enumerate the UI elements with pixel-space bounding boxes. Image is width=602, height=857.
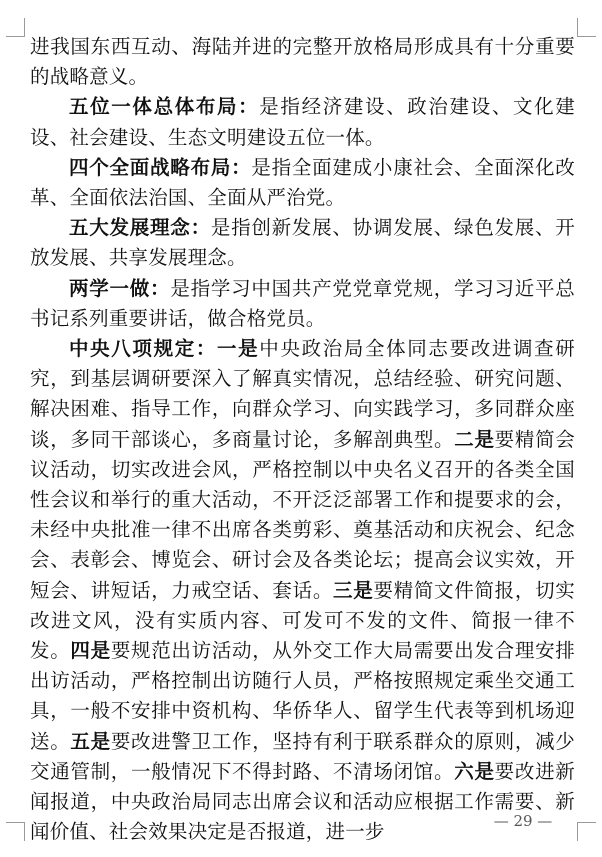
text-segment: 是指创新发展、协调发展、绿色发展、开放发展、共享发展理念。 xyxy=(30,216,575,270)
bold-term: 两学一做： xyxy=(69,276,171,300)
bold-term: 五大发展理念： xyxy=(69,216,211,240)
text-segment: 中央政治局全体同志要改进调查研究，到基层调研要深入了解真实情况，总结经验、研究问题、解决困难、指导工作，向群众学习、向实践学习，多同群众座谈，多同干部谈心，多商量讨论，多解剖典型。 xyxy=(30,337,575,451)
bold-term: 四个全面战略布局： xyxy=(69,155,252,179)
paragraph-five-in-one xyxy=(30,92,575,152)
document-body xyxy=(30,32,575,847)
text-segment: 是指学习中国共产党党章党规，学习习近平总书记系列重要讲话，做合格党员。 xyxy=(30,276,575,330)
text-segment: 进我国东西互动、海陆并进的完整开放格局形成具有十分重要的战略意义。 xyxy=(30,35,575,89)
page-number: — 29 — xyxy=(493,812,553,830)
bold-term: 四是 xyxy=(70,639,111,663)
paragraph-five-development-concepts xyxy=(30,213,575,273)
bold-term: 中央八项规定： xyxy=(69,337,217,361)
bold-term: 五位一体总体布局： xyxy=(69,95,260,119)
bold-term: 三是 xyxy=(333,578,374,602)
text-segment: 要改进警卫工作，坚持有利于联系群众的原则，减少交通管制，一般情况下不得封路、不清场闭馆。 xyxy=(30,729,575,783)
crop-mark-bottom-left xyxy=(6,822,25,841)
text-segment: 要改进新闻报道，中央政治局同志出席会议和活动应根据工作需要、新闻价值、社会效果决定是否报道，进一步 xyxy=(30,759,575,844)
crop-mark-top-left xyxy=(6,18,25,37)
paragraph-intro-continuation xyxy=(30,32,575,92)
paragraph-two-studies-one-action xyxy=(30,274,575,334)
text-segment: 是指全面建成小康社会、全面深化改革、全面依法治国、全面从严治党。 xyxy=(30,155,575,210)
bold-term: 五是 xyxy=(70,729,111,753)
text-segment: 要规范出访活动，从外交工作大局需要出发合理安排出访活动，严格控制出访随行人员，严格按照规定乘坐交通工具，一般不安排中资机构、华侨华人、留学生代表等到机场迎送。 xyxy=(30,639,575,753)
crop-mark-bottom-right xyxy=(577,822,596,841)
bold-term: 二是 xyxy=(454,427,495,451)
paragraph-eight-point-regulation xyxy=(30,334,575,847)
bold-term: 六是 xyxy=(454,759,495,783)
crop-mark-top-right xyxy=(577,18,596,37)
bold-term: 一是 xyxy=(217,337,260,361)
paragraph-four-comprehensives xyxy=(30,153,575,213)
text-segment: 要精简文件简报，切实改进文风，没有实质内容、可发可不发的文件、简报一律不发。 xyxy=(30,578,575,663)
text-segment: 是指经济建设、政治建设、文化建设、社会建设、生态文明建设五位一体。 xyxy=(30,95,575,149)
text-segment: 要精简会议活动，切实改进会风，严格控制以中央名义召开的各类全国性会议和举行的重大活动，不开泛泛部署工作和提要求的会，未经中央批准一律不出席各类剪彩、奠基活动和庆祝会、纪念会、表彰会、博览会、研讨会及各类论坛；提高会议实效，开短会、讲短话，力戒空话、套话。 xyxy=(30,427,575,602)
